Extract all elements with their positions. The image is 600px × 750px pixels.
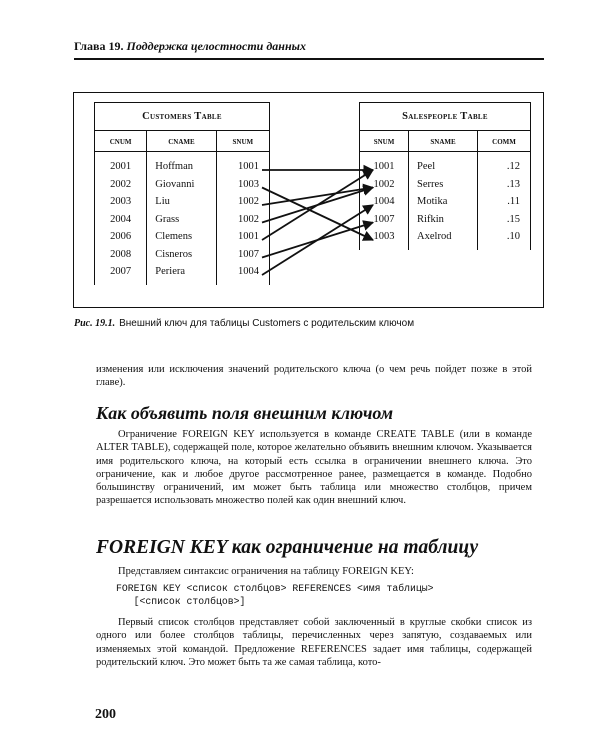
salesperson-comm-cell: .12: [506, 161, 520, 172]
salespeople-snum-column: [360, 152, 409, 250]
salespeople-col-sname: sname: [409, 131, 478, 152]
salesperson-snum-cell: 1007: [373, 213, 395, 225]
salesperson-sname-cell: Peel: [417, 161, 436, 172]
salesperson-comm-cell: .10: [506, 231, 520, 242]
customer-snum-cell: 1001: [238, 161, 259, 172]
customer-cnum-cell: 2001: [110, 161, 132, 172]
paragraph-syntax-intro: Представляем синтаксис ограничения на таблицу FOREIGN KEY:: [118, 566, 414, 577]
salesperson-snum-cell: 1003: [373, 231, 395, 242]
customer-snum-cell: 1001: [238, 231, 259, 242]
salesperson-comm-cell: .15: [506, 213, 520, 225]
page-number: 200: [95, 707, 116, 722]
salesperson-sname-cell: Rifkin: [417, 213, 444, 225]
customer-cname-cell: Hoffman: [155, 161, 193, 172]
customer-cname-cell: Grass: [155, 213, 180, 225]
customers-cnum-column: [95, 152, 147, 285]
customer-cname-cell: Clemens: [155, 231, 193, 242]
salespeople-col-snum: snum: [360, 131, 409, 152]
customers-col-snum: snum: [216, 131, 269, 152]
customer-cnum-cell: 2006: [110, 231, 132, 242]
customers-snum-column: [216, 152, 269, 285]
customer-cnum-cell: 2003: [110, 196, 132, 207]
salesperson-snum-cell: 1001: [373, 161, 395, 172]
customers-table-title: Customers Table: [95, 103, 270, 131]
customers-table: [94, 102, 270, 285]
salesperson-comm-cell: .13: [506, 178, 520, 190]
chapter-label: Глава 19.: [74, 39, 124, 53]
salespeople-col-comm: comm: [478, 131, 531, 152]
salespeople-comm-column: [478, 152, 531, 250]
customer-cname-cell: Cisneros: [155, 248, 193, 260]
customer-snum-cell: 1002: [238, 213, 259, 225]
customer-snum-cell: 1002: [238, 196, 259, 207]
chapter-title: Поддержка целостности данных: [126, 39, 306, 53]
salesperson-sname-cell: Axelrod: [417, 231, 452, 242]
running-header: [74, 39, 544, 60]
customer-cnum-cell: 2004: [110, 213, 132, 225]
section-heading-table-constraint: FOREIGN KEY как ограничение на таблицу: [96, 537, 479, 558]
salespeople-table-title: Salespeople Table: [360, 103, 531, 131]
customer-cnum-cell: 2002: [110, 178, 132, 190]
customer-cnum-cell: 2007: [110, 266, 132, 277]
customer-cname-cell: Periera: [155, 266, 186, 277]
customer-snum-cell: 1004: [238, 266, 259, 277]
paragraph-foreign-key-usage: Ограничение FOREIGN KEY используется в команде CREATE TABLE (или в команде ALTER TABLE), содержащей поле, которое желательно объявить внешним ключом. Указывается имя родительского ключа, на который есть ссылка в ограничении внешнего ключа. Это ограничение, как и любое другое рассмотренное ранее, размещается в команде. Подобно большинству ограничений, им может быть таблица или множество столбцов, причем разрешается использовать множество полей как один внешний ключ.: [96, 429, 532, 507]
customers-cname-column: [147, 152, 216, 285]
paragraph-continuation: изменения или исключения значений родительского ключа (о чем речь пойдет позже в этой главе).: [96, 364, 532, 389]
caption-label: Рис. 19.1.: [74, 318, 116, 329]
customer-cnum-cell: 2008: [110, 248, 132, 260]
salesperson-sname-cell: Motika: [417, 196, 448, 207]
customer-cname-cell: Liu: [155, 196, 170, 207]
section-heading-foreign-key-fields: Как объявить поля внешним ключом: [96, 403, 394, 423]
customers-col-cname: cname: [147, 131, 216, 152]
salespeople-sname-column: [409, 152, 478, 250]
customers-col-cnum: cnum: [95, 131, 147, 152]
caption-text: Внешний ключ для таблицы Customers с родительским ключом: [119, 318, 415, 329]
customer-snum-cell: 1007: [238, 248, 259, 260]
customer-cname-cell: Giovanni: [155, 178, 195, 190]
salesperson-snum-cell: 1002: [373, 178, 395, 190]
salesperson-comm-cell: .11: [507, 196, 520, 207]
paragraph-column-list: Первый список столбцов представляет собой заключенный в круглые скобки список из одного или более столбцов таблицы, перечисленных через запятую, создаваемых или изменяемых этой командой. Предложение REFERENCES задает имя таблицы, содержащей родительский ключ. Это может быть та же самая таблица, кото-: [96, 617, 532, 668]
customer-snum-cell: 1003: [238, 178, 259, 190]
salesperson-snum-cell: 1004: [373, 196, 395, 207]
figure-caption: [74, 318, 414, 329]
salesperson-sname-cell: Serres: [417, 178, 444, 190]
salespeople-table: [359, 102, 531, 250]
syntax-code-block: FOREIGN KEY <список столбцов> REFERENCES <имя таблицы> [<список столбцов>]: [116, 583, 434, 607]
